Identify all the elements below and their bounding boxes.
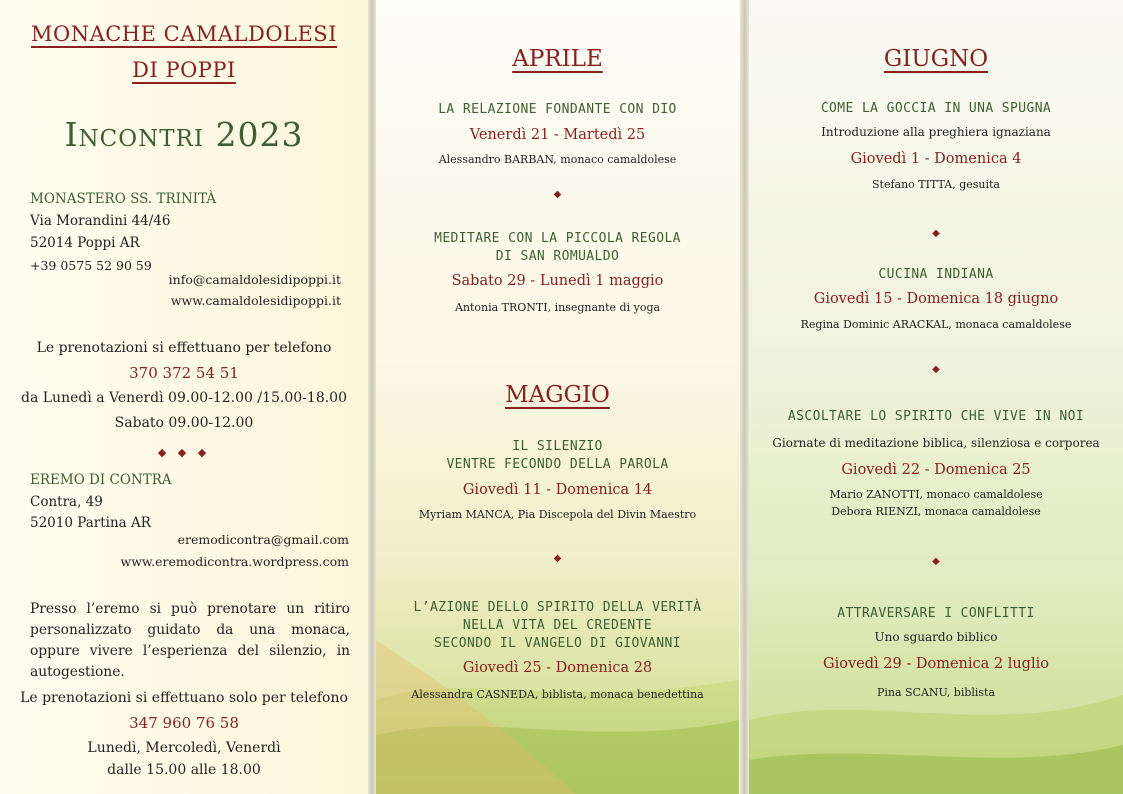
month-heading-april: APRILE — [512, 46, 603, 72]
event-title: COME LA GOCCIA IN UNA SPUGNA — [820, 101, 1052, 116]
booking2-hours: dalle 15.00 alle 18.00 — [107, 762, 261, 778]
event-speaker: Stefano TITTA, gesuita — [872, 178, 1000, 191]
separator-diamond: ◆ — [553, 553, 562, 564]
booking-intro: Le prenotazioni si effettuano per telefono — [36, 340, 332, 356]
event-title-line2: DI SAN ROMUALDO — [495, 249, 620, 264]
event-speaker: Myriam MANCA, Pia Discepola del Divin Maestro — [418, 508, 697, 521]
event-speaker: Debora RIENZI, monaca camaldolese — [831, 505, 1041, 518]
hermitage-name: EREMO DI CONTRA — [30, 472, 172, 488]
event-date: Sabato 29 - Lunedì 1 maggio — [451, 273, 664, 289]
event-title: ASCOLTARE LO SPIRITO CHE VIVE IN NOI — [787, 409, 1085, 424]
event-date: Giovedì 25 - Domenica 28 — [462, 660, 653, 676]
separator-diamonds: ◆ ◆ ◆ — [157, 446, 211, 459]
separator-diamond: ◆ — [932, 364, 940, 375]
event-title: L’AZIONE DELLO SPIRITO DELLA VERITÀ — [413, 600, 702, 615]
separator-diamond: ◆ — [932, 556, 940, 567]
event-date: Giovedì 22 - Domenica 25 — [841, 462, 1031, 478]
monastery-name: MONASTERO SS. TRINITÀ — [30, 191, 217, 207]
booking2-days: Lunedì, Mercoledì, Venerdì — [87, 740, 281, 756]
monastery-email[interactable]: info@camaldolesidipoppi.it — [168, 272, 341, 287]
event-title-line3: SECONDO IL VANGELO DI GIOVANNI — [434, 636, 681, 651]
event-speaker: Mario ZANOTTI, monaco camaldolese — [829, 488, 1043, 501]
event-title-line2: NELLA VITA DEL CREDENTE — [462, 618, 653, 633]
event-title: MEDITARE CON LA PICCOLA REGOLA — [434, 231, 681, 246]
booking-phone: 370 372 54 51 — [129, 364, 239, 382]
org-name-line2: DI POPPI — [132, 58, 236, 82]
event-subtitle: Giornate di meditazione biblica, silenziosa e corporea — [772, 436, 1100, 450]
month-heading-may: MAGGIO — [505, 382, 610, 408]
fold-divider — [368, 0, 376, 794]
decorative-wave — [376, 560, 739, 794]
event-title: LA RELAZIONE FONDANTE CON DIO — [438, 102, 677, 117]
event-speaker: Pina SCANU, biblista — [876, 686, 996, 699]
event-title-line2: VENTRE FECONDO DELLA PAROLA — [446, 457, 669, 472]
monastery-address1: Via Morandini 44/46 — [30, 213, 171, 229]
monastery-address2: 52014 Poppi AR — [30, 235, 140, 251]
event-title: CUCINA INDIANA — [878, 267, 994, 282]
booking-hours-weekdays: da Lunedì a Venerdì 09.00-12.00 /15.00-18.00 — [21, 390, 347, 406]
event-speaker: Alessandra CASNEDA, biblista, monaca benedettina — [411, 688, 704, 701]
separator-diamond: ◆ — [553, 189, 562, 200]
hermitage-email[interactable]: eremodicontra@gmail.com — [177, 532, 349, 547]
event-speaker: Antonia TRONTI, insegnante di yoga — [454, 301, 661, 314]
hermitage-address1: Contra, 49 — [30, 494, 103, 510]
event-date: Venerdì 21 - Martedì 25 — [469, 127, 646, 143]
event-date: Giovedì 29 - Domenica 2 luglio — [823, 656, 1049, 672]
event-speaker: Regina Dominic ARACKAL, monaca camaldolese — [800, 318, 1072, 331]
org-name-line1: MONACHE CAMALDOLESI — [30, 22, 337, 46]
hermitage-address2: 52010 Partina AR — [30, 515, 151, 531]
contacts-panel — [0, 0, 368, 794]
fold-divider — [740, 0, 749, 794]
month-heading-june: GIUGNO — [883, 46, 989, 72]
event-subtitle: Introduzione alla preghiera ignaziana — [821, 125, 1051, 139]
event-title: IL SILENZIO — [512, 439, 603, 454]
event-title: ATTRAVERSARE I CONFLITTI — [837, 606, 1035, 621]
hermitage-website[interactable]: www.eremodicontra.wordpress.com — [120, 554, 349, 569]
monastery-phone: +39 0575 52 90 59 — [30, 258, 152, 273]
april-may-panel — [376, 0, 739, 794]
separator-diamond: ◆ — [932, 228, 940, 239]
page-title: Incontri 2023 — [64, 115, 304, 154]
june-panel — [749, 0, 1123, 794]
booking-hours-saturday: Sabato 09.00-12.00 — [114, 415, 254, 431]
event-subtitle: Uno sguardo biblico — [874, 630, 998, 644]
event-date: Giovedì 1 - Domenica 4 — [850, 151, 1022, 167]
event-date: Giovedì 11 - Domenica 14 — [462, 482, 653, 498]
booking2-phone: 347 960 76 58 — [129, 714, 239, 732]
event-date: Giovedì 15 - Domenica 18 giugno — [813, 291, 1059, 307]
booking2-intro: Le prenotazioni si effettuano solo per telefono — [20, 690, 348, 706]
event-speaker: Alessandro BARBAN, monaco camaldolese — [438, 153, 677, 166]
monastery-website[interactable]: www.camaldolesidipoppi.it — [170, 293, 341, 308]
retreat-description: Presso l’eremo si può prenotare un ritiro personalizzato guidato da una monaca, oppure vivere l’esperienza del silenzio, in autogestione. — [30, 601, 350, 680]
